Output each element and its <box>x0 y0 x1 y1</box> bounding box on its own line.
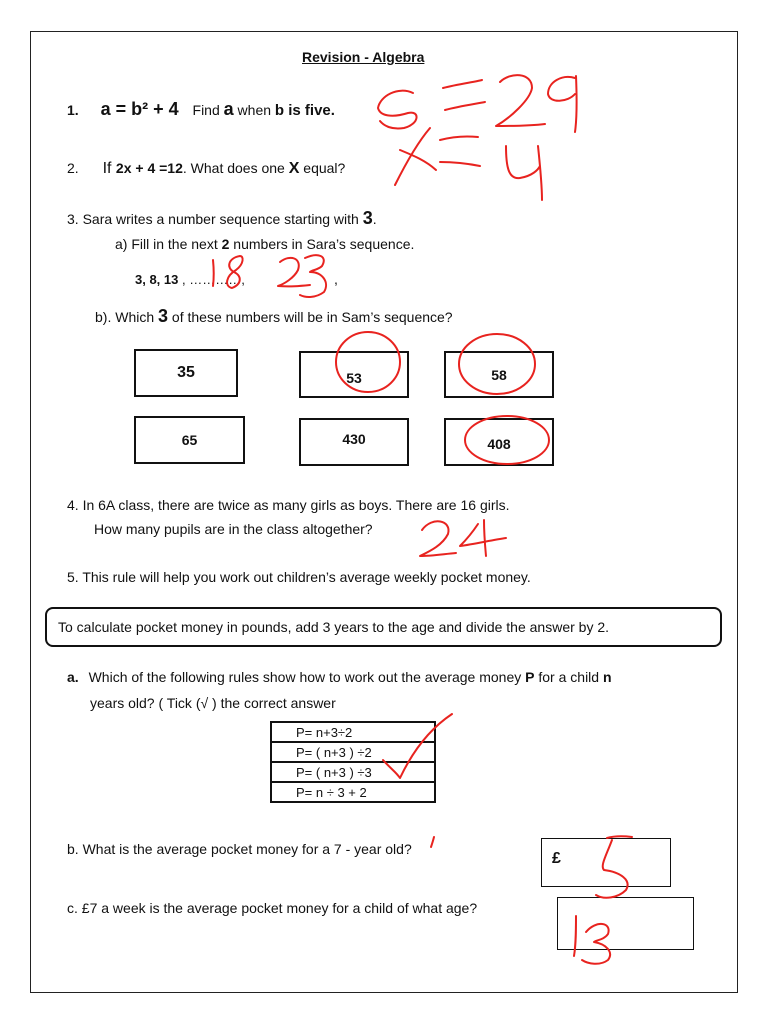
option-cell[interactable]: P= ( n+3 ) ÷3 <box>271 762 435 782</box>
question-5c: c. £7 a week is the average pocket money for a child of what age? <box>67 900 478 916</box>
q5a-var-n: n <box>602 669 612 685</box>
option-row[interactable] <box>271 782 435 802</box>
question-5: 5. This rule will help you work out children’s average weekly pocket money. <box>67 569 531 585</box>
question-1 <box>67 99 335 120</box>
number-box-35: 35 <box>134 349 238 397</box>
answer-box-b[interactable] <box>541 838 671 887</box>
q5a-label: a. <box>67 669 79 685</box>
option-cell[interactable]: P= n ÷ 3 + 2 <box>271 782 435 802</box>
q1-text-b: when <box>233 102 275 118</box>
question-3b <box>95 306 453 327</box>
rule-box <box>45 607 722 647</box>
number-box-65: 65 <box>134 416 245 464</box>
page-title: Revision - Algebra <box>302 49 425 65</box>
option-row[interactable] <box>271 762 435 782</box>
question-5a-line-1 <box>67 669 612 685</box>
rule-text: To calculate pocket money in pounds, add 3 years to the age and divide the answer by 2. <box>58 619 610 635</box>
q1-formula: a = b² + 4 <box>100 99 179 119</box>
q3-intro: 3. Sara writes a number sequence starting with <box>67 211 363 227</box>
q3b-text-1: b). Which <box>95 309 159 325</box>
q3-start: 3 <box>362 208 373 228</box>
q3a-text-1: a) Fill in the next <box>115 236 222 252</box>
question-3a <box>115 236 414 252</box>
q2-text: . What does one <box>182 160 289 176</box>
answer-box-c[interactable] <box>557 897 694 950</box>
q2-tail: equal? <box>299 160 346 176</box>
question-5a-line-2: years old? ( Tick (√ ) the correct answer <box>90 695 336 711</box>
sequence-blanks: , …………, <box>178 272 245 287</box>
q1-var: a <box>223 99 234 119</box>
q2-number: 2. <box>67 160 79 176</box>
question-4-line-1: 4. In 6A class, there are twice as many girls as boys. There are 16 girls. <box>67 497 510 513</box>
option-row[interactable] <box>271 742 435 762</box>
q3a-text-2: numbers in Sara’s sequence. <box>229 236 415 252</box>
pound-sign: £ <box>552 850 561 867</box>
number-box-58: 58 <box>444 351 554 398</box>
rule-options-table <box>270 721 436 803</box>
q5a-text-1: Which of the following rules show how to work out the average money <box>88 669 526 685</box>
option-row[interactable] <box>271 722 435 742</box>
option-cell[interactable]: P= ( n+3 ) ÷2 <box>271 742 435 762</box>
number-box-53: 53 <box>299 351 409 398</box>
number-box-408: 408 <box>444 418 554 466</box>
sequence-values: 3, 8, 13 <box>135 272 179 287</box>
question-5b: b. What is the average pocket money for a 7 - year old? <box>67 841 412 857</box>
q2-if: If <box>102 160 116 177</box>
q1-text-a: Find <box>192 102 224 118</box>
question-3-intro <box>67 208 377 229</box>
q1-number: 1. <box>67 102 79 118</box>
q2-var: X <box>288 160 300 177</box>
q5a-var-p: P <box>525 669 535 685</box>
q2-equation: 2x + 4 =12 <box>115 160 183 176</box>
q3b-text-2: of these numbers will be in Sam’s sequence? <box>168 309 453 325</box>
q3-intro-end: . <box>372 211 377 227</box>
question-4-line-2: How many pupils are in the class altogether? <box>94 521 373 537</box>
sequence-trailing-comma: , <box>334 271 338 287</box>
q1-tail: b is five. <box>274 102 335 119</box>
q3b-num: 3 <box>158 306 169 326</box>
number-box-430: 430 <box>299 418 409 466</box>
q3a-num: 2 <box>221 236 230 252</box>
q5a-text-2: for a child <box>534 669 603 685</box>
sequence-line <box>135 271 245 287</box>
question-2 <box>67 160 345 178</box>
option-cell[interactable]: P= n+3÷2 <box>271 722 435 742</box>
